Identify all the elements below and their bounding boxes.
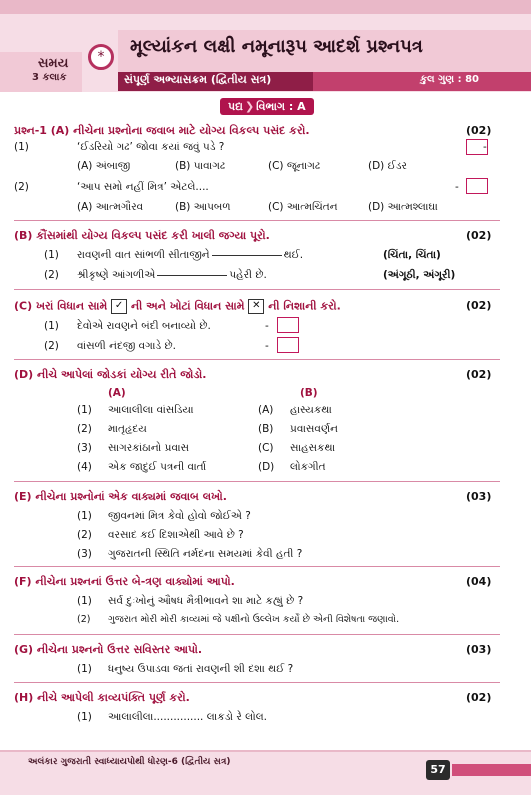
question-b1-text-start: રાવણની વાત સાંભળી સીતાજીને: [77, 249, 210, 261]
question-g-heading: (G) નીચેના પ્રશ્નનો ઉત્તર સવિસ્તર આપો.: [14, 643, 203, 656]
question-b1-choices: (ચિંતા, ચિંતા): [383, 249, 441, 261]
time-label: સમય: [38, 56, 69, 71]
question-b2-text: [77, 269, 267, 282]
question-a-heading: પ્રશ્ન-1 (A) નીચેના પ્રશ્નોના જવાબ માટે યોગ્ય વિકલ્પ પસંદ કરો.: [14, 124, 310, 137]
cross-icon: ✕: [248, 299, 264, 314]
match-right-item: હાસ્યકથા: [290, 404, 332, 416]
question-e1-number: (1): [77, 510, 92, 522]
divider: [14, 359, 500, 360]
column-a-header: (A): [108, 387, 126, 399]
time-value: 3 કલાક: [32, 72, 67, 83]
match-row-number: (1): [77, 404, 92, 416]
question-a2-text: ‘આપ સમો નહીં મિત્ર’ એટલે....: [77, 181, 209, 193]
divider: [14, 682, 500, 683]
divider: [14, 289, 500, 290]
question-d-marks: (02): [466, 368, 492, 381]
match-left-item: આલાલીલા વાંસડિયા: [108, 404, 194, 416]
footer-book-title: અલંકાર ગુજરાતી સ્વાધ્યાયપોથી ધોરણ-6 (દ્વિતીય સત્ર): [28, 757, 231, 767]
question-f1-text: સર્વ દુઃખોનું ઔષધ મૈત્રીભાવને શા માટે કહ્યું છે ?: [108, 595, 304, 607]
match-row-number: (4): [77, 461, 92, 473]
match-right-label: (A): [258, 404, 274, 416]
match-right-item: સાહસકથા: [290, 442, 336, 454]
question-c2-text: વાંસળી નંદજી વગાડે છે.: [77, 340, 176, 352]
question-b1-number: (1): [44, 249, 59, 261]
match-left-item: સાગરકાંઠાનો પ્રવાસ: [108, 442, 190, 454]
flower-icon: *: [88, 44, 114, 70]
question-e2-number: (2): [77, 529, 92, 541]
question-f2-number: (2): [77, 614, 91, 625]
page-number-bar: [452, 764, 531, 776]
match-left-item: એક જાદુઈ પત્રની વાર્તા: [108, 461, 207, 473]
answer-dash-c2: -: [265, 340, 269, 352]
match-right-item: પ્રવાસવર્ણન: [290, 423, 338, 435]
question-f1-number: (1): [77, 595, 92, 607]
question-c-marks: (02): [466, 299, 492, 312]
option-a2-c: (C) આત્મચિંતન: [268, 201, 338, 213]
question-b2-text-end: પહેરી છે.: [229, 269, 267, 281]
question-b-marks: (02): [466, 229, 492, 242]
question-a2-number: (2): [14, 181, 29, 193]
question-e-heading: (E) નીચેના પ્રશ્નોનાં એક વાક્યમાં જવાબ લખો.: [14, 490, 227, 503]
fill-blank-b2[interactable]: [157, 275, 227, 276]
option-a1-c: (C) જૂનાગઢ: [268, 160, 321, 172]
question-c-heading-a: (C) ખરાં વિધાન સામે: [14, 299, 108, 313]
divider: [14, 481, 500, 482]
question-g1-text: ધનુષ્ય ઉપાડવા જતાં રાવણની શી દશા થઈ ?: [108, 663, 294, 675]
question-h1-number: (1): [77, 711, 92, 723]
question-e3-text: ગુજરાતની સ્થિતિ નર્મદના સમયમાં કેવી હતી ?: [108, 548, 303, 560]
question-e3-number: (3): [77, 548, 92, 560]
question-b1-text-end: થઈ.: [283, 249, 304, 261]
question-b-heading: (B) કૌંસમાંથી યોગ્ય વિકલ્પ પસંદ કરી ખાલી જગ્યા પૂરો.: [14, 229, 270, 242]
match-left-item: માતૃહૃદય: [108, 423, 147, 435]
question-a1-number: (1): [14, 141, 29, 153]
answer-dash-c1: -: [265, 320, 269, 332]
answer-dash-a1: -: [483, 141, 487, 153]
question-f-heading: (F) નીચેના પ્રશ્નનાં ઉત્તર બે-ત્રણ વાક્યોમાં આપો.: [14, 575, 235, 588]
match-row-number: (3): [77, 442, 92, 454]
answer-box-c2[interactable]: [277, 337, 299, 353]
question-b2-number: (2): [44, 269, 59, 281]
option-a2-d: (D) આત્મશ્લાઘા: [368, 201, 438, 213]
answer-box-c1[interactable]: [277, 317, 299, 333]
tick-icon: ✓: [111, 299, 127, 314]
section-tag: [220, 98, 314, 115]
question-g1-number: (1): [77, 663, 92, 675]
question-b1-text: [77, 249, 303, 262]
chevron-right-icon: ❯: [244, 100, 255, 113]
option-a1-d: (D) ઈડર: [368, 160, 407, 172]
total-marks: કુલ ગુણ : 80: [420, 74, 479, 85]
option-a1-a: (A) અંબાજી: [77, 160, 131, 172]
header-top-strip: [0, 0, 531, 14]
answer-box-a2[interactable]: [466, 178, 488, 194]
section-tag-right: વિભાગ : A: [256, 100, 306, 113]
match-right-label: (C): [258, 442, 274, 454]
question-b2-choices: (અંગૂઠી, અંગૂરી): [383, 269, 456, 281]
question-g-marks: (03): [466, 643, 492, 656]
question-c1-text: દેવોએ રાવણને બંદી બનાવ્યો છે.: [77, 320, 211, 332]
question-e2-text: વરસાદ કઈ દિશાએથી આવે છે ?: [108, 529, 244, 541]
question-c2-number: (2): [44, 340, 59, 352]
question-e-marks: (03): [466, 490, 492, 503]
section-tag-left: પદ્ય: [228, 100, 243, 113]
column-b-header: (B): [300, 387, 318, 399]
match-row-number: (2): [77, 423, 92, 435]
question-h1-text: આલાલીલા............... લાકડો રે લોલ.: [108, 711, 267, 723]
question-d-heading: (D) નીચે આપેલાં જોડકાં યોગ્ય રીતે જોડો.: [14, 368, 207, 381]
question-c-heading: [14, 299, 341, 314]
question-h-marks: (02): [466, 691, 492, 704]
question-a-marks: (02): [466, 124, 492, 137]
question-c-heading-c: ની નિશાની કરો.: [268, 299, 341, 313]
option-a2-a: (A) આત્મગૌરવ: [77, 201, 144, 213]
question-b2-text-start: શ્રીકૃષ્ણે આંગળીએ: [77, 269, 156, 281]
question-f-marks: (04): [466, 575, 492, 588]
match-right-label: (B): [258, 423, 274, 435]
match-right-item: લોકગીત: [290, 461, 326, 473]
match-right-label: (D): [258, 461, 275, 473]
page-title: મૂલ્યાંકન લક્ષી નમૂનારૂપ આદર્શ પ્રશ્નપત્ર: [130, 36, 423, 57]
question-e1-text: જીવનમાં મિત્ર કેવો હોવો જોઈએ ?: [108, 510, 251, 522]
question-a1-text: ‘ઈડરિયો ગઢ’ જોવા કયાં જવું પડે ?: [77, 141, 225, 153]
option-a2-b: (B) આપબળ: [175, 201, 231, 213]
fill-blank-b1[interactable]: [212, 255, 282, 256]
page-number: 57: [426, 760, 450, 780]
question-c1-number: (1): [44, 320, 59, 332]
option-a1-b: (B) પાવાગઢ: [175, 160, 226, 172]
question-f2-text: ગુજરાત મોરી મોરી કાવ્યમાં જે પક્ષીનો ઉલ્લેખ કર્યો છે એની વિશેષતા જણાવો.: [108, 614, 400, 625]
question-c-heading-b: ની અને ખોટાં વિધાન સામે: [130, 299, 245, 313]
subtitle: સંપૂર્ણ અભ્યાસક્રમ (દ્વિતીય સત્ર): [124, 73, 272, 86]
divider: [14, 634, 500, 635]
divider: [14, 220, 500, 221]
question-h-heading: (H) નીચે આપેલી કાવ્યપંક્તિ પૂર્ણ કરો.: [14, 691, 190, 704]
answer-dash-a2: -: [455, 181, 459, 193]
divider: [14, 566, 500, 567]
